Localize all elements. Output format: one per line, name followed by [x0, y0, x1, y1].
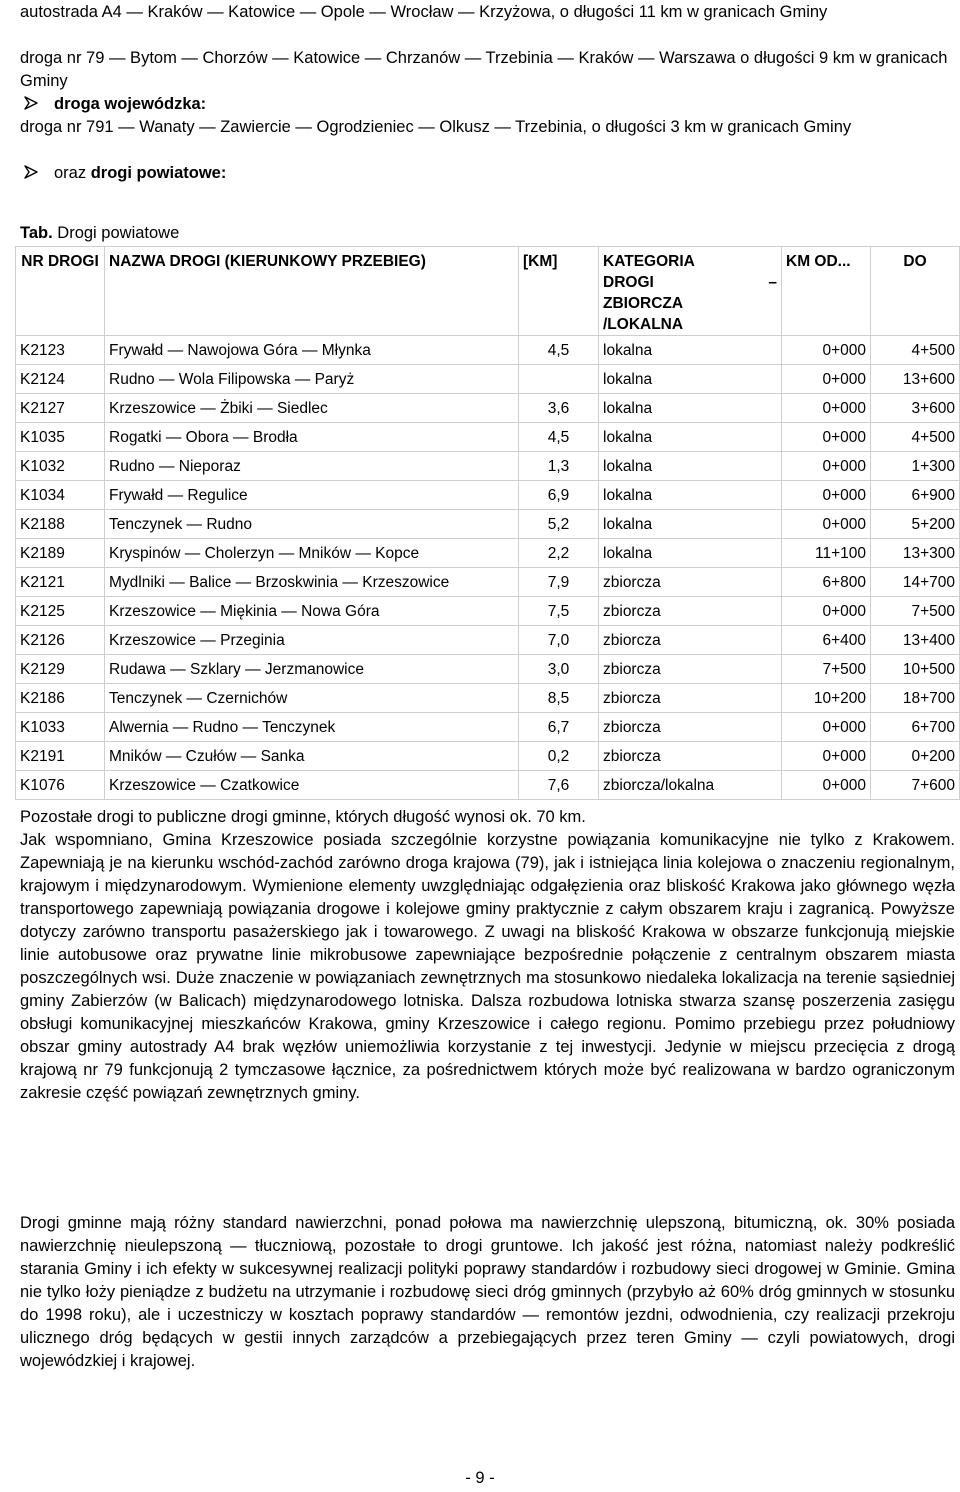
header-category-label: KATEGORIA DROGI ZBIORCZA /LOKALNA — [603, 253, 695, 333]
road-length-cell: 7,6 — [519, 771, 599, 800]
km-from-cell: 0+000 — [782, 365, 871, 394]
road-length-cell: 4,5 — [519, 423, 599, 452]
km-to-cell: 7+500 — [871, 597, 960, 626]
road-number-cell: K2125 — [16, 597, 105, 626]
county-roads-table — [15, 246, 960, 800]
km-to-cell: 6+900 — [871, 481, 960, 510]
km-from-cell: 0+000 — [782, 394, 871, 423]
table-caption-text: Drogi powiatowe — [52, 224, 180, 242]
road-length-cell: 6,7 — [519, 713, 599, 742]
km-to-cell: 13+600 — [871, 365, 960, 394]
header-name: NAZWA DROGI (KIERUNKOWY PRZEBIEG) — [105, 247, 519, 336]
table-body — [16, 336, 960, 800]
road-category-cell: lokalna — [599, 539, 782, 568]
km-from-cell: 0+000 — [782, 597, 871, 626]
table-row — [16, 742, 960, 771]
table-row — [16, 423, 960, 452]
road-length-cell: 3,0 — [519, 655, 599, 684]
km-from-cell: 0+000 — [782, 713, 871, 742]
road-name-cell: Rudno — Wola Filipowska — Paryż — [105, 365, 519, 394]
road-category-cell: lokalna — [599, 394, 782, 423]
road-length-cell: 6,9 — [519, 481, 599, 510]
road-name-cell: Frywałd — Regulice — [105, 481, 519, 510]
road-name-cell: Krzeszowice — Przeginia — [105, 626, 519, 655]
road-name-cell: Tenczynek — Rudno — [105, 510, 519, 539]
km-to-cell: 5+200 — [871, 510, 960, 539]
km-to-cell: 18+700 — [871, 684, 960, 713]
km-to-cell: 6+700 — [871, 713, 960, 742]
page-number: - 9 - — [465, 1469, 495, 1487]
km-from-cell: 11+100 — [782, 539, 871, 568]
header-nr: NR DROGI — [16, 247, 105, 336]
road-length-cell: 7,0 — [519, 626, 599, 655]
road-category-cell: zbiorcza — [599, 713, 782, 742]
km-from-cell: 6+400 — [782, 626, 871, 655]
road-79-text: droga nr 79 — Bytom — Chorzów — Katowice — Chrzanów — Trzebinia — Kraków — Warszawa o długości 9 km w granicach Gminy — [20, 49, 948, 90]
table-row — [16, 771, 960, 800]
km-to-cell: 1+300 — [871, 452, 960, 481]
header-km: [KM] — [519, 247, 599, 336]
road-number-cell: K2123 — [16, 336, 105, 365]
table-header-row — [16, 247, 960, 336]
km-from-cell: 0+000 — [782, 742, 871, 771]
road-category-cell: lokalna — [599, 365, 782, 394]
road-category-cell: lokalna — [599, 423, 782, 452]
road-791-text: droga nr 791 — Wanaty — Zawiercie — Ogrodzieniec — Olkusz — Trzebinia, o długości 3 km w granicach Gminy — [20, 118, 852, 136]
road-number-cell: K2124 — [16, 365, 105, 394]
road-category-cell: lokalna — [599, 510, 782, 539]
km-from-cell: 7+500 — [782, 655, 871, 684]
km-to-cell: 10+500 — [871, 655, 960, 684]
road-length-cell: 8,5 — [519, 684, 599, 713]
table-row — [16, 336, 960, 365]
table-caption — [20, 222, 179, 245]
table-row — [16, 539, 960, 568]
road-name-cell: Tenczynek — Czernichów — [105, 684, 519, 713]
road-category-cell: lokalna — [599, 452, 782, 481]
table-row — [16, 365, 960, 394]
road-category-cell: zbiorcza — [599, 626, 782, 655]
road-length-cell: 3,6 — [519, 394, 599, 423]
road-number-cell: K1033 — [16, 713, 105, 742]
road-name-cell: Mydlniki — Balice — Brzoskwinia — Krzeszowice — [105, 568, 519, 597]
km-from-cell: 10+200 — [782, 684, 871, 713]
road-number-cell: K2129 — [16, 655, 105, 684]
road-name-cell: Kryspinów — Cholerzyn — Mników — Kopce — [105, 539, 519, 568]
road-number-cell: K1032 — [16, 452, 105, 481]
bullet-voivodeship-label: droga wojewódzka: — [54, 95, 207, 113]
road-category-cell: zbiorcza/lokalna — [599, 771, 782, 800]
road-length-cell: 2,2 — [519, 539, 599, 568]
km-from-cell: 0+000 — [782, 336, 871, 365]
road-name-cell: Mników — Czułów — Sanka — [105, 742, 519, 771]
km-to-cell: 14+700 — [871, 568, 960, 597]
road-number-cell: K2127 — [16, 394, 105, 423]
road-length-cell: 5,2 — [519, 510, 599, 539]
km-to-cell: 13+300 — [871, 539, 960, 568]
km-from-cell: 0+000 — [782, 423, 871, 452]
table-caption-prefix: Tab. — [20, 224, 53, 242]
bullet-voivodeship — [24, 93, 206, 116]
header-category — [599, 247, 782, 336]
paragraph-other-roads: Pozostałe drogi to publiczne drogi gminne, których długość wynosi ok. 70 km. — [20, 808, 586, 826]
road-category-cell: zbiorcza — [599, 597, 782, 626]
road-name-cell: Krzeszowice — Miękinia — Nowa Góra — [105, 597, 519, 626]
road-length-cell: 0,2 — [519, 742, 599, 771]
table-row — [16, 597, 960, 626]
road-category-cell: lokalna — [599, 481, 782, 510]
bullet-county-prefix: oraz — [54, 164, 91, 182]
km-to-cell: 3+600 — [871, 394, 960, 423]
road-number-cell: K2189 — [16, 539, 105, 568]
road-name-cell: Krzeszowice — Czatkowice — [105, 771, 519, 800]
header-category-dash: – — [768, 274, 777, 291]
road-name-cell: Rogatki — Obora — Brodła — [105, 423, 519, 452]
km-from-cell: 0+000 — [782, 452, 871, 481]
road-name-cell: Rudawa — Szklary — Jerzmanowice — [105, 655, 519, 684]
road-name-cell: Rudno — Nieporaz — [105, 452, 519, 481]
table-row — [16, 713, 960, 742]
road-category-cell: zbiorcza — [599, 742, 782, 771]
km-to-cell: 0+200 — [871, 742, 960, 771]
table-row — [16, 481, 960, 510]
km-from-cell: 6+800 — [782, 568, 871, 597]
table-row — [16, 655, 960, 684]
road-number-cell: K2186 — [16, 684, 105, 713]
bullet-county — [24, 162, 226, 185]
table-row — [16, 568, 960, 597]
road-number-cell: K1035 — [16, 423, 105, 452]
arrow-bullet-icon — [24, 96, 38, 110]
table-row — [16, 684, 960, 713]
paragraph-municipal-roads: Drogi gminne mają różny standard nawierzchni, ponad połowa ma nawierzchnię ulepszoną, bitumiczną, ok. 30% posiada nawierzchnię nieulepszoną — tłuczniową, pozostałe to drogi gruntowe. Ich jakość jest różna, natomiast należy podkreślić starania Gminy i ich efekty w sukcesywnej realizacji polityki poprawy standardów i rozbudowy sieci drogowej w Gminie. Gmina nie tylko łoży pieniądze z budżetu na utrzymanie i rozbudowę sieci dróg gminnych (przybyło aż 60% dróg gminnych w stosunku do 1998 roku), ale i uczestniczy w kosztach poprawy standardów — remontów jezdni, odwodnienia, czy realizacji przekroju ulicznego dróg będących w gestii innych zarządców a przebiegających przez teren Gminy — czyli powiatowych, drogi wojewódzkiej i krajowej. — [20, 1214, 955, 1370]
road-length-cell: 1,3 — [519, 452, 599, 481]
km-to-cell: 4+500 — [871, 336, 960, 365]
km-to-cell: 4+500 — [871, 423, 960, 452]
road-length-cell: 7,9 — [519, 568, 599, 597]
table-row — [16, 394, 960, 423]
paragraph-connections: Jak wspomniano, Gmina Krzeszowice posiada szczególnie korzystne powiązania komunikacyjne nie tylko z Krakowem. Zapewniają je na kierunku wschód-zachód zarówno droga krajowa (79), jak i istniejąca linia kolejowa o znaczeniu regionalnym, krajowym i międzynarodowym. Wymienione elementy uwzględniając odgałęzienia oraz bliskość Krakowa jako głównego węzła transportowego zapewniają powiązania drogowe i kolejowe gminy praktycznie z całym obszarem kraju i zagranicą. Powyższe dotyczy zarówno transportu pasażerskiego jak i towarowego. Z uwagi na bliskość Krakowa w obszarze funkcjonują miejskie linie autobusowe oraz prywatne linie mikrobusowe zapewniające bezpośrednie połączenie z centralnym obszarem miasta poszczególnych wsi. Duże znaczenie w powiązaniach zewnętrznych ma stosunkowo niedaleka lokalizacja na terenie sąsiedniej gminy Zabierzów (w Balicach) międzynarodowego lotniska. Dalsza rozbudowa lotniska stwarza szansę poszerzenia zasięgu obsługi komunikacyjnej mieszkańców Krakowa, gminy Krzeszowice i całego regionu. Pomimo przebiegu przez południowy obszar gminy autostrady A4 brak węzłów uniemożliwia korzystanie z tej inwestycji. Jedynie w miejscu przecięcia z drogą krajową nr 79 funkcjonują 2 tymczasowe łącznice, za pośrednictwem których może być realizowana w bardzo ograniczonym zakresie część powiązań zewnętrznych gminy. — [20, 831, 955, 1102]
arrow-bullet-icon — [24, 165, 38, 179]
road-name-cell: Krzeszowice — Żbiki — Siedlec — [105, 394, 519, 423]
table-row — [16, 626, 960, 655]
road-number-cell: K2188 — [16, 510, 105, 539]
road-length-cell — [519, 365, 599, 394]
header-from: KM OD... — [782, 247, 871, 336]
road-name-cell: Alwernia — Rudno — Tenczynek — [105, 713, 519, 742]
road-length-cell: 7,5 — [519, 597, 599, 626]
km-to-cell: 7+600 — [871, 771, 960, 800]
road-category-cell: lokalna — [599, 336, 782, 365]
road-category-cell: zbiorcza — [599, 655, 782, 684]
road-number-cell: K1076 — [16, 771, 105, 800]
road-number-cell: K2191 — [16, 742, 105, 771]
km-from-cell: 0+000 — [782, 510, 871, 539]
road-length-cell: 4,5 — [519, 336, 599, 365]
road-a4-text: autostrada A4 — Kraków — Katowice — Opole — Wrocław — Krzyżowa, o długości 11 km w granicach Gminy — [20, 3, 828, 21]
km-from-cell: 0+000 — [782, 481, 871, 510]
road-number-cell: K2121 — [16, 568, 105, 597]
bullet-county-label: drogi powiatowe: — [90, 164, 227, 182]
road-number-cell: K2126 — [16, 626, 105, 655]
km-to-cell: 13+400 — [871, 626, 960, 655]
road-category-cell: zbiorcza — [599, 684, 782, 713]
table-row — [16, 452, 960, 481]
road-category-cell: zbiorcza — [599, 568, 782, 597]
table-row — [16, 510, 960, 539]
road-number-cell: K1034 — [16, 481, 105, 510]
road-name-cell: Frywałd — Nawojowa Góra — Młynka — [105, 336, 519, 365]
km-from-cell: 0+000 — [782, 771, 871, 800]
header-to: DO — [871, 247, 960, 336]
